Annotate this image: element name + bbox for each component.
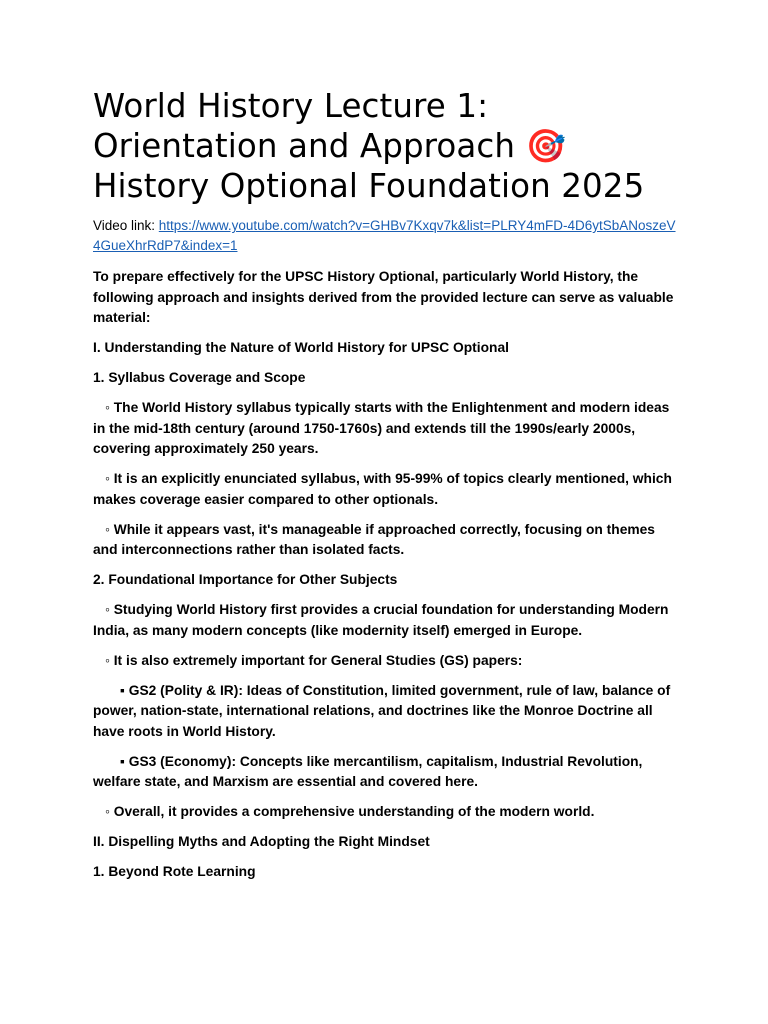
document-title: World History Lecture 1: Orientation and Approach 🎯 History Optional Foundation 2025 xyxy=(93,87,645,205)
bullet-overall: ◦ Overall, it provides a comprehensive understanding of the modern world. xyxy=(105,804,595,819)
bullet-manageable: ◦ While it appears vast, it's manageable if approached correctly, focusing on themes and interconnections rather than isolated facts. xyxy=(93,521,655,557)
video-link[interactable]: https://www.youtube.com/watch?v=GHBv7Kxqv7k&list=PLRY4mFD-4D6ytSbANoszeV4GueXhrRdP7&index=1 xyxy=(93,218,676,253)
video-link-line xyxy=(93,216,683,256)
sub-bullet-gs2: ▪ GS2 (Polity & IR): Ideas of Constitution, limited government, rule of law, balance of power, nation-state, international relations, and doctrines like the Monroe Doctrine all have roots in World History. xyxy=(93,682,671,739)
bullet-syllabus-span: ◦ The World History syllabus typically starts with the Enlightenment and modern ideas in the mid-18th century (around 1750-1760s) and extends till the 1990s/early 2000s, covering approximately 250 years. xyxy=(93,400,670,456)
bullet-modern-india-foundation: ◦ Studying World History first provides a crucial foundation for understanding Modern India, as many modern concepts (like modernity itself) emerged in Europe. xyxy=(93,602,669,638)
document-page xyxy=(93,86,683,883)
subsection-syllabus-coverage: 1. Syllabus Coverage and Scope xyxy=(93,370,306,385)
subsection-foundational-importance: 2. Foundational Importance for Other Subjects xyxy=(93,572,398,587)
bullet-gs-papers: ◦ It is also extremely important for General Studies (GS) papers: xyxy=(105,652,523,668)
subsection-beyond-rote: 1. Beyond Rote Learning xyxy=(93,864,256,879)
section-1-heading: I. Understanding the Nature of World History for UPSC Optional xyxy=(93,340,509,355)
intro-paragraph: To prepare effectively for the UPSC History Optional, particularly World History, the following approach and insights derived from the provided lecture can serve as valuable material: xyxy=(93,269,674,325)
section-2-heading: II. Dispelling Myths and Adopting the Right Mindset xyxy=(93,834,430,849)
bullet-explicit-syllabus: ◦ It is an explicitly enunciated syllabus, with 95-99% of topics clearly mentioned, which makes coverage easier compared to other optionals. xyxy=(93,471,672,507)
sub-bullet-gs3: ▪ GS3 (Economy): Concepts like mercantilism, capitalism, Industrial Revolution, welfare state, and Marxism are essential and covered here. xyxy=(93,753,643,789)
video-link-label: Video link: xyxy=(93,218,159,233)
